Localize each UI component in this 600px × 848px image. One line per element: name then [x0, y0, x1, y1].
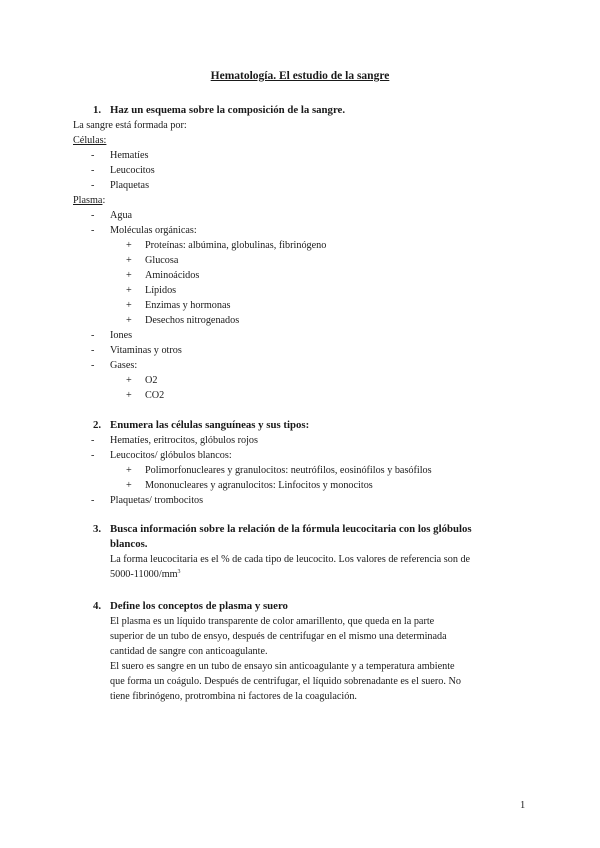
q1-question: Haz un esquema sobre la composición de la sangre.	[110, 104, 346, 116]
q1-intro: La sangre está formada por:	[73, 120, 187, 131]
leukocyte-type: Mononucleares y agranulocitos: Linfocitos y monocitos	[145, 480, 373, 491]
plasma-item: Moléculas orgánicas:	[110, 225, 197, 236]
bullet-plus: +	[126, 285, 132, 296]
plasma-item: Iones	[110, 330, 133, 341]
document-title: Hematología. El estudio de la sangre	[210, 70, 390, 82]
organic-item: Enzimas y hormonas	[145, 300, 231, 311]
bullet-plus: +	[126, 270, 132, 281]
cell-item: Leucocitos	[110, 165, 155, 176]
bullet-plus: +	[126, 240, 132, 251]
q4-question: Define los conceptos de plasma y suero	[110, 600, 288, 612]
plasma-item: Agua	[110, 210, 133, 221]
cell-item: Hematíes	[110, 150, 149, 161]
bullet-dash: -	[91, 210, 95, 221]
organic-item: Aminoácidos	[145, 270, 200, 281]
bullet-dash: -	[91, 450, 95, 461]
bullet-plus: +	[126, 465, 132, 476]
plasma-definition-line: superior de un tubo de ensyo, después de centrifugar en el mismo una determinada	[110, 631, 447, 642]
q3-question-line2: blancos.	[110, 538, 148, 550]
bullet-dash: -	[91, 180, 95, 191]
plasma-definition-line: cantidad de sangre con anticoagulante.	[110, 646, 268, 657]
serum-definition-line: que forma un coágulo. Después de centrifugar, el líquido sobrenadante es el suero. No	[110, 676, 461, 687]
q3-answer-line2	[110, 567, 181, 582]
q4-number: 4.	[93, 600, 102, 612]
reference-values: 5000-11000/mm	[110, 569, 178, 580]
bullet-dash: -	[91, 225, 95, 236]
bullet-dash: -	[91, 495, 95, 506]
bullet-plus: +	[126, 300, 132, 311]
blood-cell-item: Hematíes, eritrocitos, glóbulos rojos	[110, 435, 258, 446]
serum-definition-line: tiene fibrinógeno, protrombina ni factores de la coagulación.	[110, 691, 357, 702]
gas-item: CO2	[145, 390, 165, 401]
gas-item: O2	[145, 375, 158, 386]
bullet-dash: -	[91, 435, 95, 446]
blood-cell-item: Leucocitos/ glóbulos blancos:	[110, 450, 232, 461]
organic-item: Glucosa	[145, 255, 179, 266]
serum-definition-line: El suero es sangre en un tubo de ensayo sin anticoagulante y a temperatura ambiente	[110, 661, 455, 672]
plasma-item: Gases:	[110, 360, 138, 371]
q2-question: Enumera las células sanguíneas y sus tipos:	[110, 419, 310, 431]
leukocyte-type: Polimorfonucleares y granulocitos: neutrófilos, eosinófilos y basófilos	[145, 465, 432, 476]
blood-cell-item: Plaquetas/ trombocitos	[110, 495, 204, 506]
organic-item: Proteínas: albúmina, globulinas, fibrinógeno	[145, 240, 327, 251]
bullet-plus: +	[126, 390, 132, 401]
cell-item: Plaquetas	[110, 180, 150, 191]
plasma-colon: :	[102, 195, 106, 206]
q1-number: 1.	[93, 104, 102, 116]
bullet-plus: +	[126, 315, 132, 326]
organic-item: Lípidos	[145, 285, 177, 296]
page-number: 1	[520, 800, 526, 811]
q3-answer-line1: La forma leucocitaria es el % de cada tipo de leucocito. Los valores de referencia son de	[110, 554, 471, 565]
plasma-item: Vitaminas y otros	[110, 345, 182, 356]
superscript: 3	[177, 569, 181, 575]
plasma-heading-line	[73, 193, 105, 208]
bullet-dash: -	[91, 165, 95, 176]
q2-number: 2.	[93, 419, 102, 431]
bullet-dash: -	[91, 150, 95, 161]
organic-item: Desechos nitrogenados	[145, 315, 240, 326]
bullet-plus: +	[126, 480, 132, 491]
bullet-dash: -	[91, 330, 95, 341]
q3-question-line1: Busca información sobre la relación de la fórmula leucocitaria con los glóbulos	[110, 523, 472, 535]
bullet-dash: -	[91, 345, 95, 356]
plasma-definition-line: El plasma es un líquido transparente de color amarillento, que queda en la parte	[110, 616, 435, 627]
cells-heading: Células:	[73, 135, 107, 146]
bullet-plus: +	[126, 255, 132, 266]
q3-number: 3.	[93, 523, 102, 535]
bullet-plus: +	[126, 375, 132, 386]
bullet-dash: -	[91, 360, 95, 371]
plasma-heading: Plasma	[73, 195, 103, 206]
